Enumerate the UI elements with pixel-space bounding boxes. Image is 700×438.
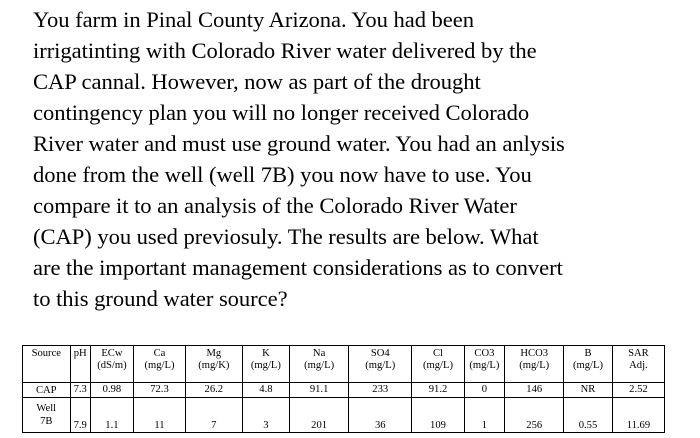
question-line: compare it to an analysis of the Colorado River Water — [33, 193, 517, 218]
header-cl: Cl (mg/L) — [412, 346, 464, 383]
cell-b: 0.55 — [564, 398, 613, 433]
cell-k: 3 — [242, 398, 290, 433]
table-row — [23, 398, 665, 433]
cell-k: 4.8 — [242, 383, 290, 398]
header-ph: pH — [70, 346, 90, 383]
cell-mg: 26.2 — [186, 383, 243, 398]
header-source: Source — [23, 346, 71, 383]
question-line: to this ground water source? — [33, 286, 288, 311]
cell-co3: 0 — [464, 383, 505, 398]
cell-so4: 36 — [349, 398, 412, 433]
header-ca: Ca (mg/L) — [133, 346, 185, 383]
header-sar: SAR Adj. — [612, 346, 664, 383]
cell-b: NR — [564, 383, 613, 398]
question-text — [33, 4, 683, 314]
question-line: are the important management considerations as to convert — [33, 255, 563, 280]
cell-na: 201 — [290, 398, 349, 433]
cell-ph: 7.9 — [70, 398, 90, 433]
cell-cl: 109 — [412, 398, 464, 433]
cell-cl: 91.2 — [412, 383, 464, 398]
question-line: River water and must use ground water. You had an anlysis — [33, 131, 565, 156]
header-na: Na (mg/L) — [290, 346, 349, 383]
cell-ph: 7.3 — [70, 383, 90, 398]
header-b: B (mg/L) — [564, 346, 613, 383]
cell-source: Well 7B — [23, 398, 71, 433]
table-header-row — [23, 346, 665, 383]
cell-co3: 1 — [464, 398, 505, 433]
header-co3: CO3 (mg/L) — [464, 346, 505, 383]
cell-ecw: 1.1 — [90, 398, 133, 433]
header-so4: SO4 (mg/L) — [349, 346, 412, 383]
cell-hco3: 256 — [505, 398, 564, 433]
header-ecw: ECw (dS/m) — [90, 346, 133, 383]
cell-source: CAP — [23, 383, 71, 398]
question-line: irrigatinting with Colorado River water delivered by the — [33, 38, 537, 63]
header-k: K (mg/L) — [242, 346, 290, 383]
cell-hco3: 146 — [505, 383, 564, 398]
cell-mg: 7 — [186, 398, 243, 433]
cell-na: 91.1 — [290, 383, 349, 398]
cell-sar: 2.52 — [612, 383, 664, 398]
cell-ca: 72.3 — [133, 383, 185, 398]
cell-ca: 11 — [133, 398, 185, 433]
header-hco3: HCO3 (mg/L) — [505, 346, 564, 383]
header-mg: Mg (mg/K) — [186, 346, 243, 383]
table-row — [23, 383, 665, 398]
water-analysis-table — [22, 345, 665, 433]
question-line: done from the well (well 7B) you now have to use. You — [33, 162, 532, 187]
question-line: contingency plan you will no longer received Colorado — [33, 100, 530, 125]
cell-ecw: 0.98 — [90, 383, 133, 398]
cell-so4: 233 — [349, 383, 412, 398]
question-line: CAP cannal. However, now as part of the drought — [33, 69, 481, 94]
question-line: You farm in Pinal County Arizona. You had been — [33, 7, 474, 32]
question-line: (CAP) you used previosuly. The results are below. What — [33, 224, 539, 249]
cell-sar: 11.69 — [612, 398, 664, 433]
